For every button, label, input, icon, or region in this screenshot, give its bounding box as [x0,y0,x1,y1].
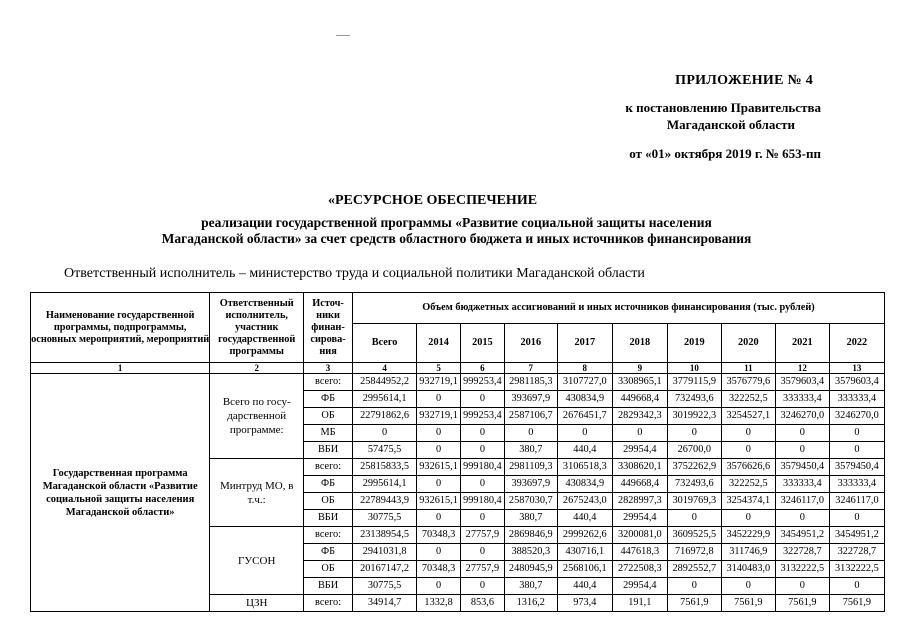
document-title: «РЕСУРСНОЕ ОБЕСПЕЧЕНИЕ [327,193,538,208]
value-cell: 932719,1 [417,374,461,391]
value-cell: 2999262,6 [557,527,612,544]
header-row-1 [31,293,885,324]
source-cell: всего: [304,595,353,612]
value-cell: 26700,0 [667,442,721,459]
value-cell: 0 [461,391,505,408]
column-number-row [31,363,885,374]
header-executor: Ответственный исполнитель, участник государственной программы [210,293,304,363]
value-cell: 0 [721,510,775,527]
source-cell: ФБ [304,476,353,493]
value-cell: 932615,1 [417,459,461,476]
header-year-2020: 2020 [721,324,775,363]
value-cell: 3200081,0 [612,527,667,544]
program-name-cell: Государственная программа Магаданской области «Развитие социальной защиты населения Магаданской области» [31,374,210,612]
value-cell: 2892552,7 [667,561,721,578]
value-cell: 447618,3 [612,544,667,561]
value-cell: 0 [829,442,884,459]
header-volume: Объем бюджетных ассигнований и иных источников финансирования (тыс. рублей) [353,293,885,324]
value-cell: 0 [417,442,461,459]
value-cell: 380,7 [504,510,557,527]
value-cell: 22791862,6 [353,408,417,425]
value-cell: 393697,9 [504,391,557,408]
value-cell: 2869846,9 [504,527,557,544]
value-cell: 3106518,3 [557,459,612,476]
value-cell: 0 [461,510,505,527]
value-cell: 3752262,9 [667,459,721,476]
value-cell: 732493,6 [667,476,721,493]
value-cell: 30775,5 [353,578,417,595]
value-cell: 29954,4 [612,510,667,527]
header-program: Наименование государственной программы, подпрограммы, основных мероприятий, мероприятий [31,293,210,363]
value-cell: 0 [721,425,775,442]
value-cell: 440,4 [557,442,612,459]
value-cell: 333333,4 [775,476,829,493]
table-row [31,374,885,391]
value-cell: 25844952,2 [353,374,417,391]
value-cell: 20167147,2 [353,561,417,578]
value-cell: 0 [417,544,461,561]
value-cell: 27757,9 [461,561,505,578]
source-cell: ОБ [304,493,353,510]
value-cell: 30775,5 [353,510,417,527]
value-cell: 0 [461,578,505,595]
appendix-line-2: Магаданской области [666,117,795,132]
value-cell: 3107727,0 [557,374,612,391]
source-cell: ВБИ [304,510,353,527]
value-cell: 3246117,0 [829,493,884,510]
top-dash-mark [336,35,350,36]
value-cell: 25815833,5 [353,459,417,476]
value-cell: 3579450,4 [775,459,829,476]
value-cell: 0 [775,578,829,595]
value-cell: 2480945,9 [504,561,557,578]
value-cell: 3246270,0 [775,408,829,425]
column-number: 7 [504,363,557,374]
document-subtitle-line-2: Магаданской области» за счет средств областного бюджета и иных источников финансирования [161,231,752,246]
value-cell: 1332,8 [417,595,461,612]
column-number: 12 [775,363,829,374]
value-cell: 0 [417,476,461,493]
source-cell: всего: [304,459,353,476]
value-cell: 2995614,1 [353,476,417,493]
value-cell: 322252,5 [721,476,775,493]
value-cell: 2676451,7 [557,408,612,425]
value-cell: 3254527,1 [721,408,775,425]
appendix-block [625,72,821,162]
header-total: Всего [353,324,417,363]
value-cell: 70348,3 [417,561,461,578]
document-subtitle [4,215,905,247]
value-cell: 3452229,9 [721,527,775,544]
column-number: 5 [417,363,461,374]
column-number: 1 [31,363,210,374]
source-cell: ВБИ [304,578,353,595]
value-cell: 0 [461,476,505,493]
value-cell: 999180,4 [461,459,505,476]
value-cell: 311746,9 [721,544,775,561]
value-cell: 3576626,6 [721,459,775,476]
value-cell: 2981185,3 [504,374,557,391]
column-number: 8 [557,363,612,374]
header-year-2022: 2022 [829,324,884,363]
value-cell: 27757,9 [461,527,505,544]
value-cell: 973,4 [557,595,612,612]
value-cell: 0 [667,510,721,527]
value-cell: 0 [461,544,505,561]
value-cell: 2568106,1 [557,561,612,578]
value-cell: 3454951,2 [775,527,829,544]
value-cell: 3019769,3 [667,493,721,510]
value-cell: 7561,9 [667,595,721,612]
value-cell: 0 [829,578,884,595]
value-cell: 3019922,3 [667,408,721,425]
value-cell: 999253,4 [461,374,505,391]
column-number: 13 [829,363,884,374]
value-cell: 732493,6 [667,391,721,408]
resource-table [30,292,885,612]
value-cell: 0 [417,510,461,527]
value-cell: 932719,1 [417,408,461,425]
header-year-2015: 2015 [461,324,505,363]
value-cell: 3576779,6 [721,374,775,391]
value-cell: 0 [461,442,505,459]
value-cell: 322728,7 [775,544,829,561]
value-cell: 57475,5 [353,442,417,459]
value-cell: 2828997,3 [612,493,667,510]
value-cell: 0 [775,425,829,442]
value-cell: 0 [612,425,667,442]
value-cell: 0 [829,510,884,527]
value-cell: 3779115,9 [667,374,721,391]
value-cell: 2981109,3 [504,459,557,476]
value-cell: 3609525,5 [667,527,721,544]
source-cell: МБ [304,425,353,442]
value-cell: 3132222,5 [829,561,884,578]
value-cell: 388520,3 [504,544,557,561]
value-cell: 333333,4 [829,391,884,408]
value-cell: 191,1 [612,595,667,612]
source-cell: ФБ [304,391,353,408]
value-cell: 430834,9 [557,391,612,408]
value-cell: 449668,4 [612,476,667,493]
column-number: 6 [461,363,505,374]
value-cell: 1316,2 [504,595,557,612]
value-cell: 3454951,2 [829,527,884,544]
value-cell: 2829342,3 [612,408,667,425]
source-cell: всего: [304,374,353,391]
responsible-executor-line: Ответственный исполнитель – министерство труда и социальной политики Магаданской области [64,266,645,281]
value-cell: 440,4 [557,510,612,527]
value-cell: 70348,3 [417,527,461,544]
value-cell: 999180,4 [461,493,505,510]
value-cell: 3140483,0 [721,561,775,578]
value-cell: 393697,9 [504,476,557,493]
source-cell: ФБ [304,544,353,561]
value-cell: 449668,4 [612,391,667,408]
header-year-2014: 2014 [417,324,461,363]
header-year-2018: 2018 [612,324,667,363]
column-number: 9 [612,363,667,374]
executor-cell: ЦЗН [210,595,304,612]
value-cell: 0 [461,425,505,442]
appendix-title: ПРИЛОЖЕНИЕ № 4 [675,73,813,88]
value-cell: 3579603,4 [829,374,884,391]
value-cell: 380,7 [504,578,557,595]
column-number: 11 [721,363,775,374]
value-cell: 322728,7 [829,544,884,561]
value-cell: 0 [353,425,417,442]
value-cell: 333333,4 [829,476,884,493]
value-cell: 333333,4 [775,391,829,408]
value-cell: 0 [417,578,461,595]
value-cell: 322252,5 [721,391,775,408]
value-cell: 0 [829,425,884,442]
value-cell: 932615,1 [417,493,461,510]
value-cell: 34914,7 [353,595,417,612]
value-cell: 7561,9 [829,595,884,612]
value-cell: 0 [775,510,829,527]
value-cell: 2587106,7 [504,408,557,425]
column-number: 4 [353,363,417,374]
header-source: Источ-ники финан-сирова-ния [304,293,353,363]
header-year-2017: 2017 [557,324,612,363]
appendix-date-line: от «01» октября 2019 г. № 653-пп [629,146,821,161]
value-cell: 716972,8 [667,544,721,561]
value-cell: 380,7 [504,442,557,459]
value-cell: 3308965,1 [612,374,667,391]
value-cell: 430834,9 [557,476,612,493]
value-cell: 2675243,0 [557,493,612,510]
source-cell: ВБИ [304,442,353,459]
value-cell: 0 [667,425,721,442]
value-cell: 440,4 [557,578,612,595]
value-cell: 430716,1 [557,544,612,561]
column-number: 10 [667,363,721,374]
value-cell: 2587030,7 [504,493,557,510]
header-year-2021: 2021 [775,324,829,363]
appendix-line-1: к постановлению Правительства [625,100,821,115]
value-cell: 0 [417,425,461,442]
value-cell: 3579603,4 [775,374,829,391]
value-cell: 0 [504,425,557,442]
value-cell: 23138954,5 [353,527,417,544]
header-year-2016: 2016 [504,324,557,363]
value-cell: 3246270,0 [829,408,884,425]
value-cell: 29954,4 [612,578,667,595]
document-subtitle-line-1: реализации государственной программы «Развитие социальной защиты населения [201,215,712,230]
value-cell: 2941031,8 [353,544,417,561]
column-number: 3 [304,363,353,374]
value-cell: 3246117,0 [775,493,829,510]
column-number: 2 [210,363,304,374]
value-cell: 853,6 [461,595,505,612]
value-cell: 22789443,9 [353,493,417,510]
value-cell: 7561,9 [721,595,775,612]
value-cell: 29954,4 [612,442,667,459]
value-cell: 0 [557,425,612,442]
header-year-2019: 2019 [667,324,721,363]
value-cell: 3132222,5 [775,561,829,578]
value-cell: 7561,9 [775,595,829,612]
value-cell: 0 [667,578,721,595]
value-cell: 2995614,1 [353,391,417,408]
source-cell: ОБ [304,561,353,578]
value-cell: 3254374,1 [721,493,775,510]
value-cell: 0 [721,578,775,595]
source-cell: всего: [304,527,353,544]
value-cell: 999253,4 [461,408,505,425]
value-cell: 0 [417,391,461,408]
value-cell: 3308620,1 [612,459,667,476]
executor-cell: ГУСОН [210,527,304,595]
value-cell: 2722508,3 [612,561,667,578]
executor-cell: Всего по госу-дарственной программе: [210,374,304,459]
value-cell: 0 [775,442,829,459]
value-cell: 3579450,4 [829,459,884,476]
source-cell: ОБ [304,408,353,425]
executor-cell: Минтруд МО, в т.ч.: [210,459,304,527]
value-cell: 0 [721,442,775,459]
